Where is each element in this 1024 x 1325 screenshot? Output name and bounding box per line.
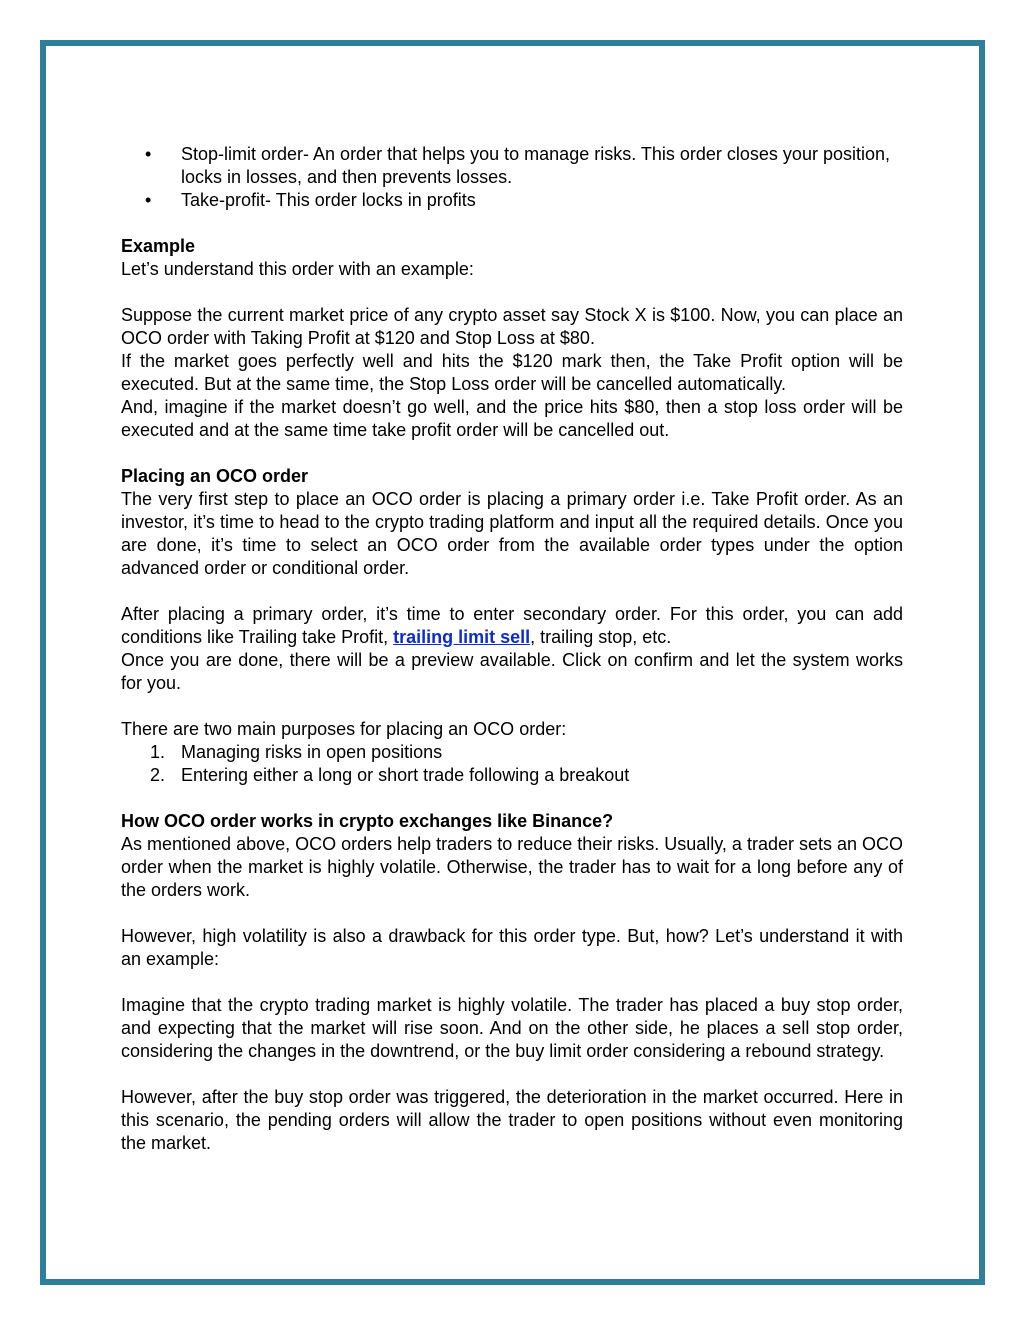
binance-heading: How OCO order works in crypto exchanges like Binance? (121, 811, 614, 831)
list-item (121, 764, 903, 787)
list-item-text: Entering either a long or short trade following a breakout (181, 765, 630, 785)
list-item-text: Managing risks in open positions (181, 742, 443, 762)
list-item-text: Stop-limit order- An order that helps you to manage risks. This order closes your position, locks in losses, and then prevents losses. (181, 144, 890, 187)
list-item-text: Take-profit- This order locks in profits (181, 190, 476, 210)
purposes-intro: There are two main purposes for placing an OCO order: (121, 719, 567, 739)
placing-paragraph (121, 603, 903, 649)
bullet-icon: • (145, 190, 152, 210)
placing-paragraph: Once you are done, there will be a preview available. Click on confirm and let the system works for you. (121, 650, 903, 693)
document-body (121, 143, 903, 1155)
order-type-list (121, 143, 903, 212)
bullet-icon: • (145, 144, 152, 164)
example-paragraph: Suppose the current market price of any crypto asset say Stock X is $100. Now, you can place an OCO order with Taking Profit at $120 and Stop Loss at $80. (121, 305, 903, 348)
example-paragraph: And, imagine if the market doesn’t go well, and the price hits $80, then a stop loss order will be executed and at the same time take profit order will be cancelled out. (121, 397, 903, 440)
placing-oco-heading: Placing an OCO order (121, 466, 309, 486)
binance-paragraph: As mentioned above, OCO orders help traders to reduce their risks. Usually, a trader sets an OCO order when the market is highly volatile. Otherwise, the trader has to wait for a long before any of the orders work. (121, 834, 904, 900)
binance-paragraph: However, after the buy stop order was triggered, the deterioration in the market occurred. Here in this scenario, the pending orders will allow the trader to open positions without even monitoring the market. (121, 1087, 903, 1153)
trailing-limit-sell-link[interactable]: trailing limit sell (393, 627, 531, 647)
placing-text: After placing a primary order, it’s time to enter secondary order. For this order, you can add conditions like Trailing take Profit, (121, 604, 903, 647)
list-number: 2. (150, 765, 166, 785)
list-item (121, 189, 903, 212)
list-item (121, 143, 903, 189)
list-number: 1. (150, 742, 166, 762)
placing-text: , trailing stop, etc. (530, 627, 672, 647)
purposes-list (121, 741, 903, 787)
example-heading: Example (121, 236, 196, 256)
binance-paragraph: However, high volatility is also a drawback for this order type. But, how? Let’s understand it with an example: (121, 926, 903, 969)
binance-paragraph: Imagine that the crypto trading market is highly volatile. The trader has placed a buy stop order, and expecting that the market will rise soon. And on the other side, he places a sell stop order, considering the changes in the downtrend, or the buy limit order considering a rebound strategy. (121, 995, 903, 1061)
example-intro: Let’s understand this order with an example: (121, 259, 474, 279)
placing-paragraph: The very first step to place an OCO order is placing a primary order i.e. Take Profit order. As an investor, it’s time to head to the crypto trading platform and input all the required details. Once you are done, it’s time to select an OCO order from the available order types under the option advanced order or conditional order. (121, 489, 903, 578)
example-paragraph: If the market goes perfectly well and hits the $120 mark then, the Take Profit option will be executed. But at the same time, the Stop Loss order will be cancelled automatically. (121, 351, 903, 394)
list-item (121, 741, 903, 764)
